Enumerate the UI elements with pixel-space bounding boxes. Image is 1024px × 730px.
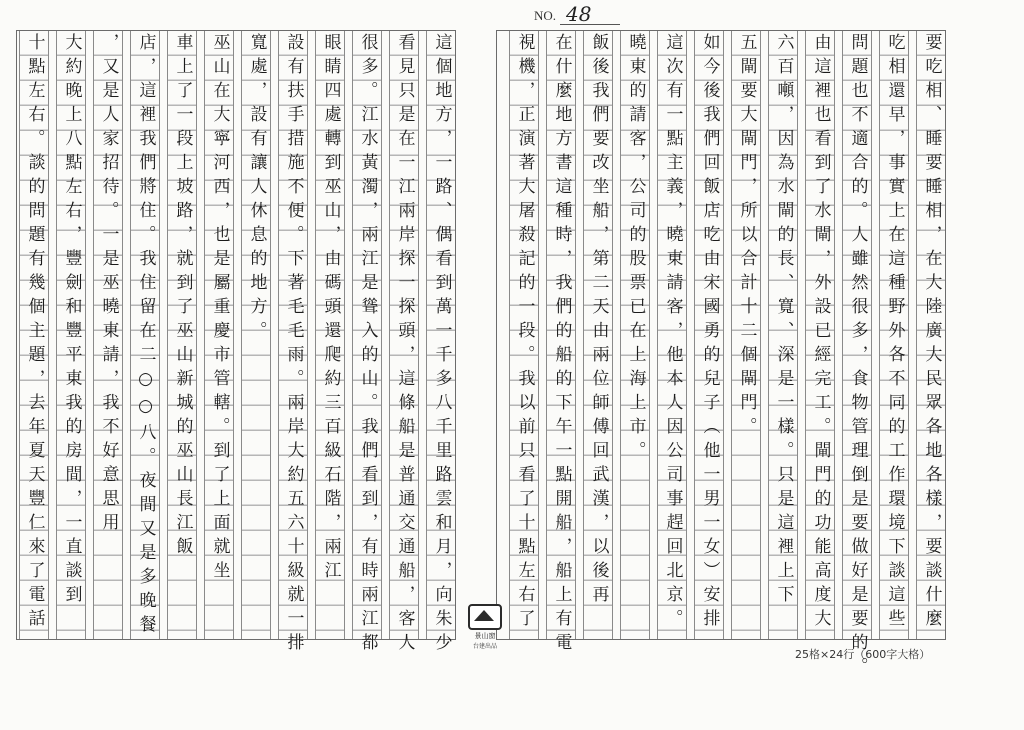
handwritten-line: 巫山在大寧河西，也是屬重慶市管轄。到了上面就坐 xyxy=(209,33,230,585)
handwritten-line: 眼睛四處轉到巫山，由碼頭還爬約三百級石階，兩江 xyxy=(320,33,341,585)
column-gap xyxy=(871,31,879,639)
handwritten-line: 設有扶手措施不便。下著毛毛雨。兩岸大約五六十級就一排 xyxy=(283,33,304,657)
manuscript-column xyxy=(879,31,908,639)
manuscript-column xyxy=(315,31,344,639)
handwritten-line: 店，這裡我們將住。我住留在二○○八。夜間又是多晚餐 xyxy=(135,33,156,639)
handwritten-line: 由這裡也看到了水閘，外設已經完工。閘門的功能高度大 xyxy=(810,33,831,633)
manuscript-column xyxy=(583,31,612,639)
column-gap xyxy=(159,31,167,639)
handwritten-line: 在什麼地方書這種時，我們的船的下午一點開船，船上有電 xyxy=(551,33,572,657)
manuscript-column xyxy=(546,31,575,657)
column-gap xyxy=(797,31,805,639)
column-gap xyxy=(307,31,315,639)
handwritten-line: 六百噸，因為水閘的長、寬、深是一樣。只是這裡上下 xyxy=(773,33,794,609)
handwritten-line: 這個地方，一路、偶看到萬一千多八千里路雲和月，向朱少 xyxy=(431,33,452,657)
handwritten-line: 十點左右。談的問題有幾個主題，去年夏天豐仁來了電話 xyxy=(24,33,45,633)
manuscript-column xyxy=(768,31,797,639)
logo-publisher: 台建出品 xyxy=(472,643,497,650)
page-number: 48 xyxy=(566,2,592,26)
column-gap xyxy=(85,31,93,639)
column-gap xyxy=(233,31,241,639)
manuscript-column xyxy=(19,31,48,639)
handwritten-line: 五閘要大閘門，所以合計十二個閘門。 xyxy=(736,33,757,441)
column-gap xyxy=(723,31,731,639)
manuscript-column xyxy=(620,31,649,639)
manuscript-column xyxy=(167,31,196,639)
handwritten-line: 很多。江水黃濁，兩江是聳入的山。我們看到，有時兩江都 xyxy=(357,33,378,657)
page-number-label: NO. xyxy=(534,8,557,23)
handwritten-line: 視機，正演著大屠殺記的一段。我以前只看了十點左右了 xyxy=(514,33,535,633)
manuscript-column xyxy=(93,31,122,639)
handwritten-line: 看見只是在一江兩岸探一探頭，這條船是普通交通船，客人 xyxy=(394,33,415,657)
manuscript-column xyxy=(352,31,381,657)
handwritten-line: 飯後我們要改坐船，第二天由兩位師傅回武漢，以後再 xyxy=(588,33,609,609)
handwritten-line: 寬處，設有讓人休息的地方。 xyxy=(246,33,267,345)
column-gap xyxy=(48,31,56,639)
column-gap xyxy=(834,31,842,639)
handwritten-line: 吃相還早，事實上在這種野外各不同的工作環境下談這些 xyxy=(884,33,905,633)
handwritten-line: 曉東的請客，公司的股票已在上海上市。 xyxy=(625,33,646,465)
manuscript-column xyxy=(842,31,871,681)
column-gap xyxy=(538,31,546,639)
logo-brand: 景山窗 xyxy=(474,632,496,640)
column-gap xyxy=(575,31,583,639)
manuscript-column xyxy=(241,31,270,639)
column-gap xyxy=(270,31,278,639)
column-gap xyxy=(649,31,657,639)
column-gap xyxy=(122,31,130,639)
manuscript-column xyxy=(130,31,159,639)
handwritten-line: ，又是人家招待。一是巫曉東請，我不好意思用 xyxy=(98,33,119,537)
manuscript-column xyxy=(56,31,85,639)
manuscript-column xyxy=(694,31,723,639)
column-gap xyxy=(381,31,389,639)
publisher-logo xyxy=(468,604,502,650)
manuscript-column xyxy=(426,31,455,657)
left-manuscript-grid xyxy=(16,30,456,657)
handwritten-line: 問題也不適合的。人雖然很多，食物管理倒是要做好是要的。 xyxy=(847,33,868,681)
column-gap xyxy=(908,31,916,639)
manuscript-column xyxy=(805,31,834,639)
manuscript-column xyxy=(731,31,760,639)
handwritten-line: 大約晚上八點左右，豐劍和豐平東我的房間，一直談到 xyxy=(61,33,82,609)
manuscript-column xyxy=(278,31,307,657)
handwritten-line: 這次有一點主義，曉東請客，他本人因公司事趕回北京。 xyxy=(662,33,683,633)
manuscript-column xyxy=(509,31,538,639)
manuscript-column xyxy=(389,31,418,657)
column-gap xyxy=(344,31,352,639)
column-gap xyxy=(418,31,426,639)
mountain-logo-icon xyxy=(468,604,502,630)
column-gap xyxy=(760,31,768,639)
column-gap xyxy=(612,31,620,639)
column-gap xyxy=(196,31,204,639)
manuscript-column xyxy=(657,31,686,639)
handwritten-line: 如今後我們回飯店吃由宋國勇的兒子（他一男一女）安排 xyxy=(699,33,720,633)
manuscript-column xyxy=(204,31,233,639)
column-gap xyxy=(686,31,694,639)
paper-spec-label: 25格×24行（600字大格） xyxy=(795,648,931,661)
manuscript-column xyxy=(916,31,945,639)
handwritten-line: 車上了一段上坡路，就到了巫山新城的巫山長江飯 xyxy=(172,33,193,561)
handwritten-line: 要吃相、睡要睡相，在大陸廣大民眾各地各樣，要談什麼 xyxy=(921,33,942,633)
